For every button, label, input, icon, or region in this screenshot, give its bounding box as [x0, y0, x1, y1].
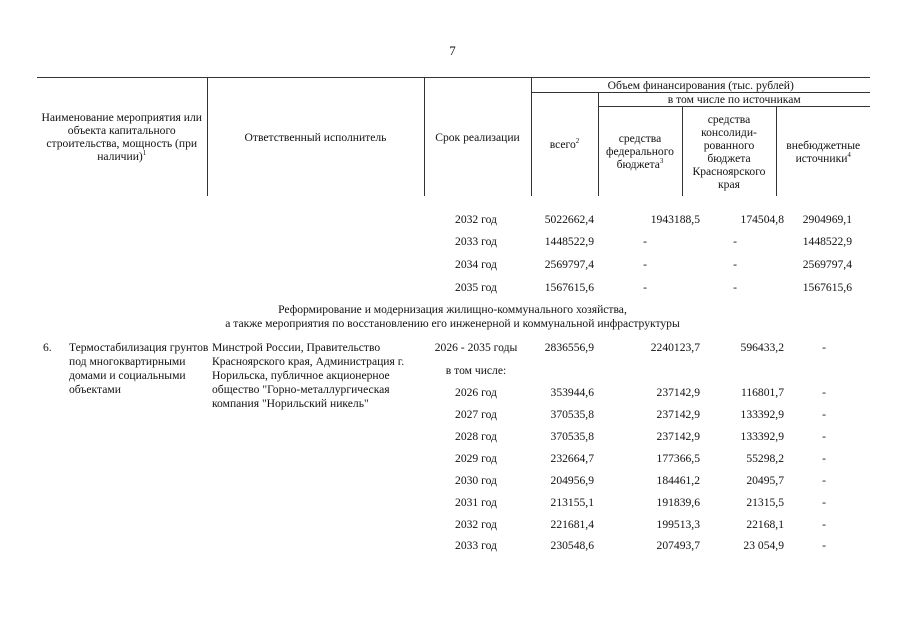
table-cell-extra: -: [822, 341, 826, 354]
table-cell-total: 232664,7: [550, 452, 594, 465]
table-cell-year: 2033 год: [455, 235, 497, 248]
table-cell-federal: 237142,9: [656, 408, 700, 421]
table-cell-regional: 20495,7: [746, 474, 784, 487]
table-cell-regional: 55298,2: [746, 452, 784, 465]
table-cell-regional: -: [733, 258, 737, 271]
table-cell-federal: 237142,9: [656, 386, 700, 399]
table-cell-extra: -: [822, 539, 826, 552]
table-cell-federal: 207493,7: [656, 539, 700, 552]
table-cell-year: 2029 год: [455, 452, 497, 465]
item-responsible: Минстрой России, Правительство Красноярского края, Администрация г. Норильска, публичное акционерное общество "Горно-металлургическая компания "Норильский никель": [212, 341, 405, 410]
table-cell-year: 2035 год: [455, 281, 497, 294]
table-cell-regional: -: [733, 281, 737, 294]
table-cell-total: 2569797,4: [544, 258, 594, 271]
header-name-col: Наименование мероприятия или объекта капитального строительства, мощность (при наличии)$^1$: [37, 78, 207, 197]
table-cell-federal: -: [643, 258, 647, 271]
table-cell-total: 204956,9: [550, 474, 594, 487]
table-cell-regional: 596433,2: [740, 341, 784, 354]
table-cell-year: 2031 год: [455, 496, 497, 509]
table-cell-extra: -: [822, 496, 826, 509]
table-cell-extra: 2904969,1: [802, 213, 852, 226]
table-cell-year: 2032 год: [455, 213, 497, 226]
table-cell-federal: 199513,3: [656, 518, 700, 531]
table-cell-federal: -: [643, 281, 647, 294]
table-cell-extra: -: [822, 386, 826, 399]
header-extra-col: внебюджетные источники$^4$: [776, 107, 870, 197]
header-sources: в том числе по источникам: [598, 93, 870, 107]
item-number: 6.: [43, 341, 52, 354]
table-cell-federal: 237142,9: [656, 430, 700, 443]
table-cell-total: 370535,8: [550, 430, 594, 443]
table-cell-total: 230548,6: [550, 539, 594, 552]
table-cell-extra: 1448522,9: [802, 235, 852, 248]
table-cell-federal: 1943188,5: [650, 213, 700, 226]
section-title-line1: Реформирование и модернизация жилищно-коммунального хозяйства,: [278, 303, 627, 316]
table-cell-federal: 2240123,7: [650, 341, 700, 354]
table-cell-total: 221681,4: [550, 518, 594, 531]
table-cell-total: 213155,1: [550, 496, 594, 509]
table-cell-federal: 184461,2: [656, 474, 700, 487]
table-cell-extra: -: [822, 452, 826, 465]
table-cell-extra: -: [822, 430, 826, 443]
page-number: 7: [449, 43, 456, 58]
table-cell-year: 2033 год: [455, 539, 497, 552]
table-cell-federal: 191839,6: [656, 496, 700, 509]
table-cell-regional: 23 054,9: [743, 539, 784, 552]
table-cell-extra: 2569797,4: [802, 258, 852, 271]
table-cell-year: 2028 год: [455, 430, 497, 443]
table-cell-regional: -: [733, 235, 737, 248]
table-cell-regional: 21315,5: [746, 496, 784, 509]
table-cell-extra: 1567615,6: [802, 281, 852, 294]
table-cell-total: 370535,8: [550, 408, 594, 421]
table-cell-total: 2836556,9: [544, 341, 594, 354]
table-cell-regional: 116801,7: [740, 386, 784, 399]
table-cell-federal: -: [643, 235, 647, 248]
header-term-col: Срок реализации: [424, 78, 531, 197]
item-name: Термостабилизация грунтов под многоквартирными домами и социальными объектами: [69, 341, 209, 396]
table-header: [37, 77, 870, 196]
table-cell-extra: -: [822, 408, 826, 421]
header-funding: Объем финансирования (тыс. рублей): [531, 78, 870, 93]
table-cell-year: 2032 год: [455, 518, 497, 531]
table-cell-year: 2026 год: [455, 386, 497, 399]
table-cell-regional: 174504,8: [740, 213, 784, 226]
table-cell-total: 1448522,9: [544, 235, 594, 248]
table-cell-extra: -: [822, 474, 826, 487]
table-cell-total: 1567615,6: [544, 281, 594, 294]
section-title-line2: а также мероприятия по восстановлению его инженерной и коммунальной инфраструктуры: [225, 317, 680, 330]
table-cell-federal: 177366,5: [656, 452, 700, 465]
table-cell-regional: 22168,1: [746, 518, 784, 531]
item-including: в том числе:: [445, 364, 507, 377]
header-responsible-col: Ответственный исполнитель: [207, 78, 424, 197]
table-cell-year: 2034 год: [455, 258, 497, 271]
header-total-col: всего$^2$: [531, 93, 598, 197]
table-cell-year: 2030 год: [455, 474, 497, 487]
header-federal-col: средства федерального бюджета$^3$: [598, 107, 682, 197]
table-cell-total: 353944,6: [550, 386, 594, 399]
table-cell-year: 2027 год: [455, 408, 497, 421]
item-period: 2026 - 2035 годы: [434, 341, 518, 354]
header-regional-col: средства консолиди-рованного бюджета Красноярского края: [682, 107, 776, 197]
table-cell-regional: 133392,9: [740, 430, 784, 443]
table-cell-total: 5022662,4: [544, 213, 594, 226]
table-cell-regional: 133392,9: [740, 408, 784, 421]
table-cell-extra: -: [822, 518, 826, 531]
